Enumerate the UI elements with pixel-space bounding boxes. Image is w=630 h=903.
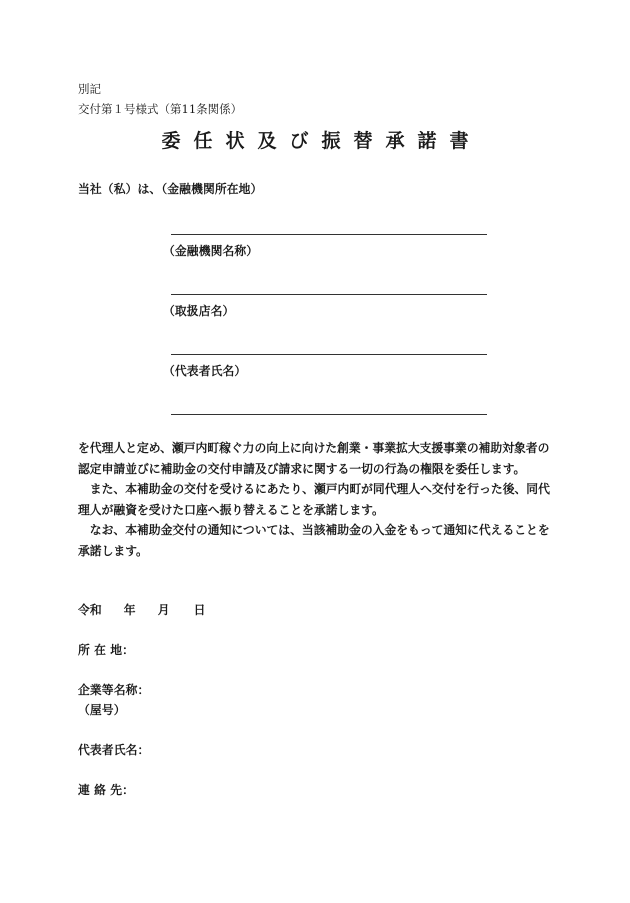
bank-address-line (171, 234, 487, 235)
bank-name-label: （金融機関名称） (163, 244, 259, 258)
date-day: 日 (193, 603, 206, 617)
representative-name-line (171, 414, 487, 415)
contact-label: 連 絡 先： (78, 783, 135, 797)
document-title: 委任状及び振替承諾書 (161, 130, 482, 152)
attachment-note: 別記 (78, 82, 101, 96)
branch-name-line (171, 354, 487, 355)
representative-name-label: （代表者氏名） (163, 364, 247, 378)
company-name-label: 企業等名称： (78, 683, 150, 697)
transfer-consent-paragraph: また、本補助金の交付を受けるにあたり、瀬戸内町が同代理人へ交付を行った後、同代理人が融資を受けた口座へ振り替えることを承諾します。 (78, 482, 550, 517)
date-month: 月 (157, 603, 170, 617)
date-era: 令和 (78, 603, 102, 617)
date-row (78, 601, 206, 618)
branch-name-label: （取扱店名） (163, 304, 235, 318)
intro-text: 当社（私）は、（金融機関所在地） (78, 182, 263, 196)
bank-name-line (171, 294, 487, 295)
shop-name-label: （屋号） (78, 703, 126, 717)
date-year: 年 (123, 603, 136, 617)
form-number: 交付第１号様式（第11条関係） (78, 102, 243, 116)
delegation-paragraph: を代理人と定め、瀬戸内町稼ぐ力の向上に向けた創業・事業拡大支援事業の補助対象者の認定申請並びに補助金の交付申請及び請求に関する一切の行為の権限を委任します。 (78, 441, 550, 476)
representative-label: 代表者氏名： (78, 743, 150, 757)
notification-paragraph: なお、本補助金交付の通知については、当該補助金の入金をもって通知に代えることを承諾します。 (78, 523, 550, 558)
address-label: 所 在 地： (78, 643, 135, 657)
